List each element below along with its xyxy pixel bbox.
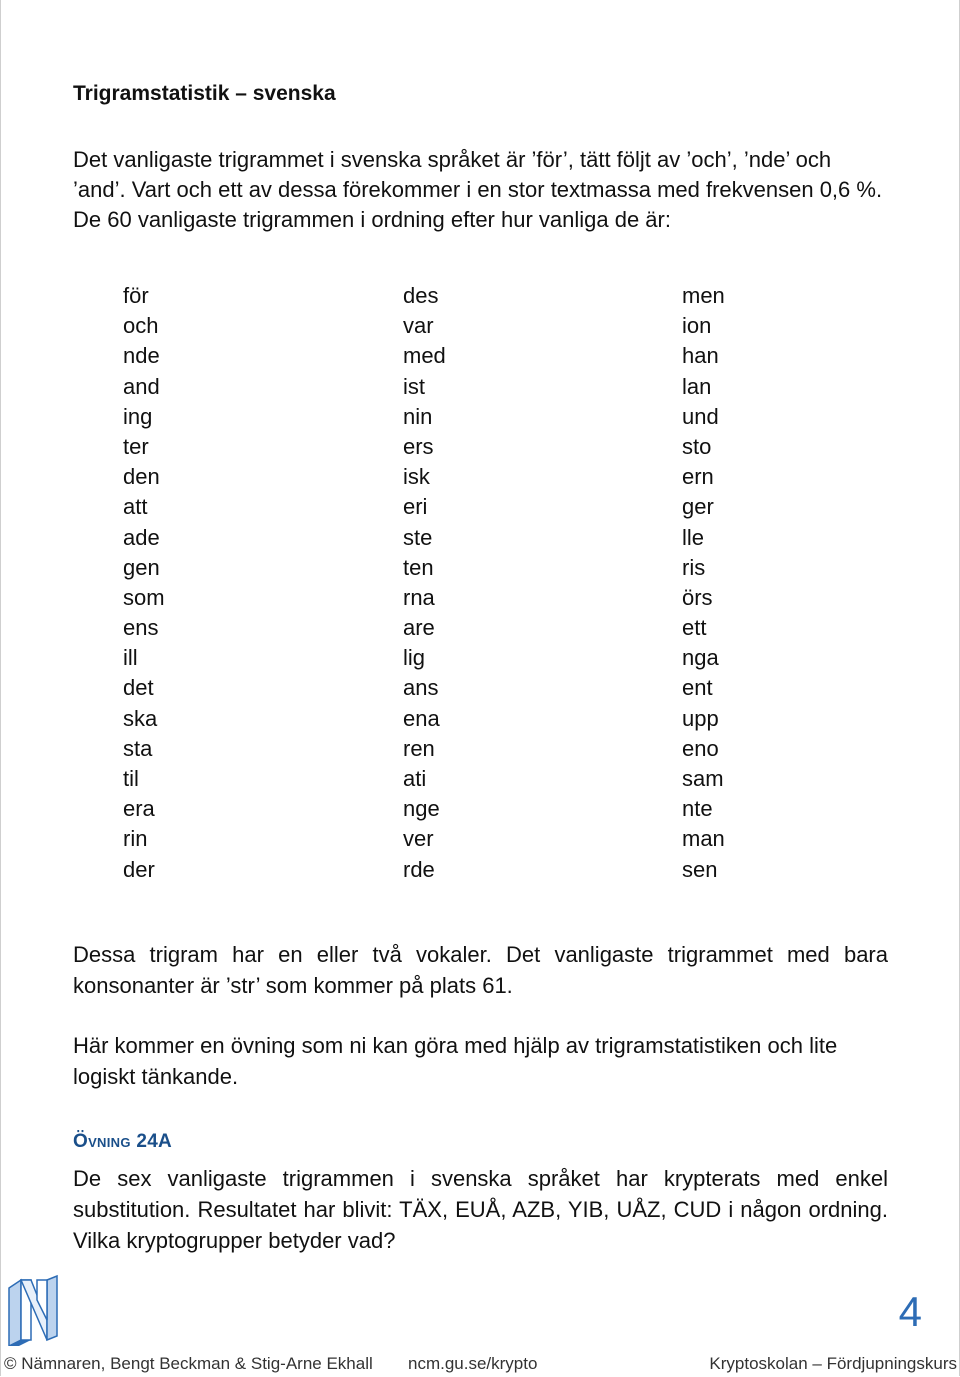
trigram-item: gen [123,554,160,580]
trigram-item: sam [682,766,724,791]
trigram-item: eno [682,735,719,761]
trigram-item: lig [403,645,426,671]
trigram-item: und [682,403,719,429]
trigram-item: eri [403,494,428,520]
namnaren-n-logo-icon [7,1274,61,1346]
exercise-heading: Övning 24A [73,1131,173,1152]
trigram-item: och [123,313,159,339]
page-title: Trigramstatistik – svenska [73,82,336,105]
trigram-item: nin [403,403,433,429]
trigram-item: ger [682,494,714,520]
intro-paragraph [73,145,888,235]
trigram-item: med [403,343,446,369]
trigram-item: der [123,856,155,882]
footer-copyright: © Nämnaren, Bengt Beckman & Stig-Arne Ekhall [4,1354,373,1373]
page-number: 4 [898,1288,922,1335]
trigram-item: var [403,313,434,339]
trigram-item: ren [403,735,435,761]
trigram-item: ans [403,675,439,701]
trigram-item: ist [403,373,425,399]
trigram-item: ten [403,554,434,580]
trigram-item: den [123,464,160,490]
trigram-item: det [123,675,154,701]
trigram-item: rin [123,826,148,852]
vowels-paragraph: Dessa trigram har en eller två vokaler. Det vanligaste trigrammet med bara konsonanter är ’str’ som kommer på plats 61. [73,942,888,998]
exercise-intro-paragraph: Här kommer en övning som ni kan göra med hjälp av trigramstatistiken och lite logiskt tänkande. [73,1033,838,1089]
trigram-item: som [123,584,165,610]
trigram-item: and [123,373,160,399]
intro-line: ’and’. Vart och ett av dessa förekommer i en stor textmassa med frekvensen 0,6 %. [73,177,883,202]
trigram-item: ska [123,705,158,731]
exercise-text: De sex vanligaste trigrammen i svenska språket har krypterats med enkel substitution. Resultatet har blivit: TÄX, EUÅ, AZB, YIB, UÅZ, CUD i någon ordning. Vilka kryptogrupper betyder vad? [73,1166,888,1253]
trigram-item: att [123,494,148,520]
trigram-column-2 [403,281,446,885]
trigram-item: man [682,826,725,852]
footer-course: Kryptoskolan – Fördjupningskurs [709,1354,957,1373]
trigram-item: ern [682,464,714,490]
trigram-item: til [123,766,139,791]
trigram-column-1 [123,281,165,885]
trigram-item: ter [123,433,149,459]
trigram-item: ens [123,615,159,641]
trigram-column-3 [682,281,725,885]
trigram-item: ent [682,675,713,701]
trigram-item: örs [682,584,713,610]
trigram-item: ena [403,705,440,731]
trigram-item: ris [682,554,706,580]
intro-line: Det vanligaste trigrammet i svenska språket är ’för’, tätt följt av ’och’, ’nde’ och [73,147,832,172]
intro-line: De 60 vanligaste trigrammen i ordning efter hur vanliga de är: [73,207,671,232]
trigram-item: lan [682,373,712,399]
trigram-item: ati [403,766,427,791]
trigram-item: nde [123,343,160,369]
trigram-item: ste [403,524,433,550]
trigram-item: ill [123,645,138,671]
footer-link[interactable]: ncm.gu.se/krypto [408,1354,538,1373]
trigram-item: nga [682,645,719,671]
trigram-item: upp [682,705,719,731]
trigram-item: nge [403,796,440,822]
trigram-item: ion [682,313,712,339]
trigram-item: des [403,283,439,308]
trigram-item: lle [682,524,705,550]
trigram-item: ing [123,403,153,429]
trigram-item: isk [403,464,430,490]
trigram-item: nte [682,796,713,822]
trigram-item: men [682,283,725,308]
trigram-item: ers [403,433,434,459]
trigram-item: rde [403,856,435,882]
trigram-item: ade [123,524,160,550]
trigram-item: ver [403,826,434,852]
trigram-item: han [682,343,719,369]
trigram-item: ett [682,615,707,641]
trigram-item: sto [682,433,712,459]
footer [0,1354,960,1376]
trigram-item: sen [682,856,718,882]
trigram-item: rna [403,584,435,610]
trigram-item: sta [123,735,153,761]
trigram-item: are [403,615,435,641]
trigram-item: era [123,796,155,822]
trigram-item: för [123,283,149,308]
